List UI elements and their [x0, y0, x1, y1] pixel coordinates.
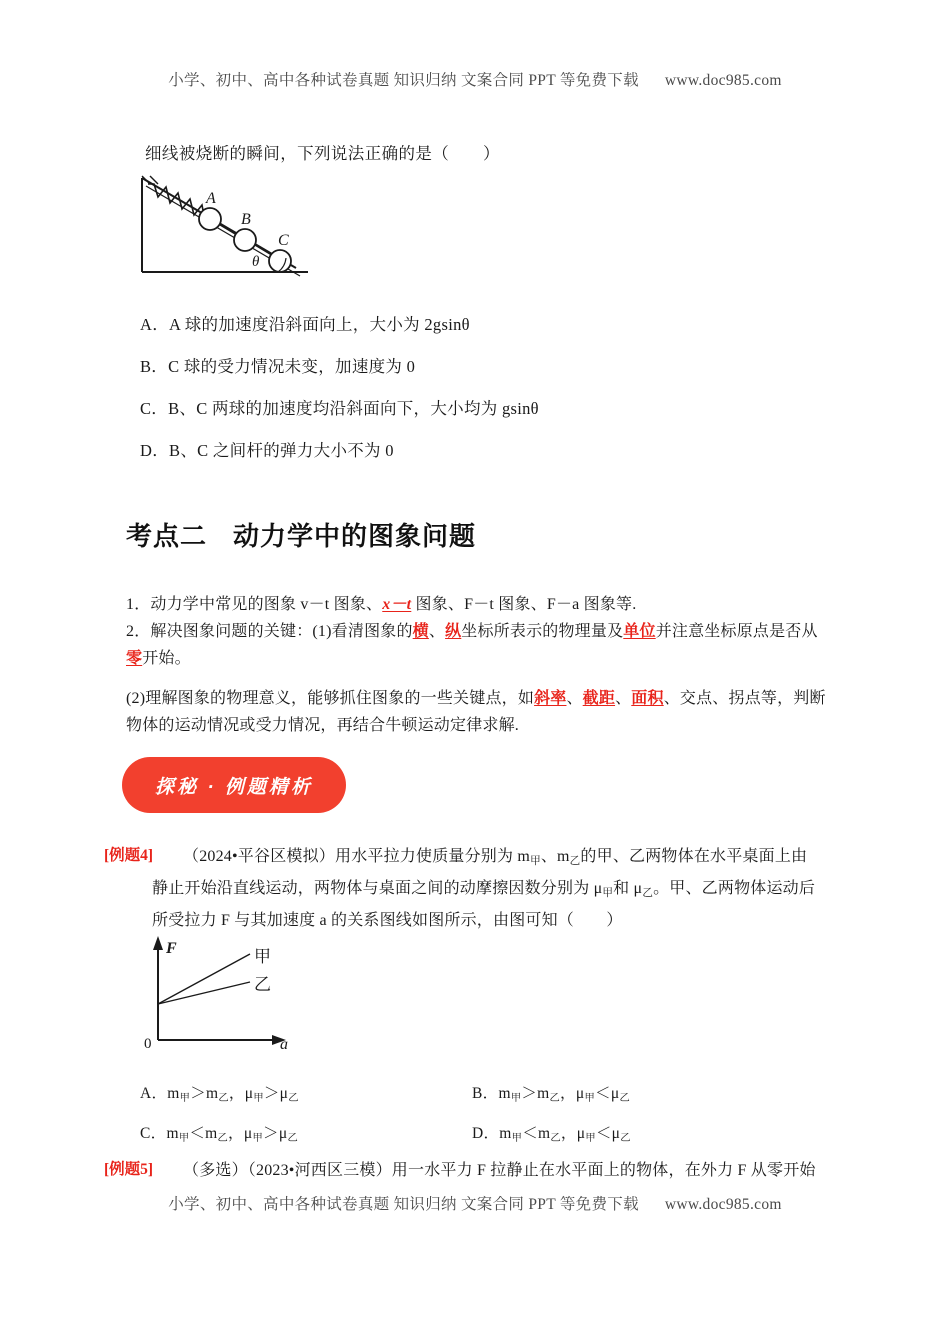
knowledge-line-5-seg1: 物体的运动情况或受力情况，再结合牛顿运动定律求解.	[126, 717, 520, 734]
example4-option-a-m2: m	[206, 1085, 219, 1102]
option-b: B．C 球的受力情况未变，加速度为 0	[140, 357, 416, 376]
example4-sub-jia-2: 甲	[602, 887, 614, 899]
watermark-footer	[0, 1192, 950, 1214]
example4-option-c-mu2: μ	[278, 1125, 288, 1142]
graph-series-jia-label: 甲	[254, 947, 271, 966]
keyword-mianji: 面积	[631, 690, 664, 707]
example4-line-2	[152, 875, 815, 900]
example5-tag: [例题5]	[104, 1161, 154, 1178]
watermark-footer-text: 小学、初中、高中各种试卷真题 知识归纳 文案合同 PPT 等免费下载	[168, 1196, 639, 1213]
example4-option-c-m1: m	[166, 1125, 179, 1142]
example4-option-b-m-rel: ＞	[521, 1085, 538, 1102]
knowledge-line-2-seg4: 并注意坐标原点是否从	[655, 623, 818, 640]
graph-y-axis-label: F	[166, 940, 177, 957]
example4-option-b-mu1: μ	[575, 1085, 585, 1102]
force-acceleration-graph	[128, 932, 338, 1057]
example4-option-c: C．$m_甲<m_乙$，$\mu_甲>\mu_乙$	[140, 1125, 298, 1144]
example4-tag: [例题4]	[104, 847, 154, 864]
example4-option-c-mu-rel: ＞	[263, 1125, 279, 1142]
knowledge-line-2-seg1: 解决图象问题的关键：(1)看清图象的	[150, 623, 413, 640]
ball-c-label: C	[278, 232, 289, 249]
example4-option-d-m1: m	[499, 1125, 512, 1142]
example4-option-b-m2-sub: 乙	[549, 1092, 561, 1104]
example4-option-b-mu2-sub: 乙	[619, 1092, 630, 1104]
example4-option-b-m1: m	[498, 1085, 511, 1102]
knowledge-line-2-marker: 2．	[126, 623, 151, 640]
graph-origin-label: 0	[144, 1036, 152, 1052]
option-c: C．B、C 两球的加速度均沿斜面向下，大小均为 gsinθ	[140, 399, 539, 418]
example5-line-1: （多选）（2023•河西区三模）用一水平力 F 拉静止在水平面上的物体，在外力 F 从零开始	[183, 1162, 816, 1179]
ball-b	[234, 229, 256, 251]
keyword-danwei: 单位	[623, 623, 656, 640]
angle-theta-label: θ	[252, 254, 260, 270]
ball-a	[199, 208, 221, 230]
example4-option-d-mu1: μ	[576, 1125, 586, 1142]
series-yi-line	[158, 982, 250, 1004]
example4-option-c-m1-sub: 甲	[178, 1132, 190, 1144]
example4-option-a-m1: m	[167, 1085, 180, 1102]
example4-option-b-m1-sub: 甲	[510, 1092, 522, 1104]
example4-option-d-mu1-sub: 甲	[585, 1132, 596, 1144]
example4-line-2-c: 。甲、乙两物体运动后	[653, 880, 816, 897]
example4-option-d-mu2: μ	[611, 1125, 621, 1142]
example4-option-c-mu2-sub: 乙	[287, 1132, 298, 1144]
example4-option-b-m2: m	[537, 1085, 550, 1102]
knowledge-line-3	[126, 646, 191, 672]
example4-option-c-m2-sub: 乙	[217, 1132, 229, 1144]
example4-option-a-m-rel: ＞	[190, 1085, 206, 1102]
example4-sub-yi-1: 乙	[569, 855, 581, 867]
example4-sub-jia-1: 甲	[530, 855, 541, 867]
example-banner	[122, 757, 346, 813]
example4-option-b-mu1-sub: 甲	[584, 1092, 596, 1104]
keyword-xielv: 斜率	[534, 690, 567, 707]
knowledge-line-4-seg3: 、	[615, 690, 632, 707]
option-d: D．B、C 之间杆的弹力大小不为 0	[140, 441, 394, 460]
keyword-heng: 横	[412, 623, 429, 640]
incline-plane-figure	[128, 172, 338, 297]
knowledge-line-4-seg1: (2)理解图象的物理意义，能够抓住图象的一些关键点，如	[126, 690, 535, 707]
example4-option-a-mu2-sub: 乙	[288, 1092, 299, 1104]
ball-b-label: B	[241, 211, 251, 228]
example4-option-a-mu2: μ	[279, 1085, 289, 1102]
example4-option-a-m1-sub: 甲	[179, 1092, 191, 1104]
keyword-ling: 零	[126, 650, 143, 667]
example4-option-a-mu-rel: ＞	[263, 1085, 280, 1102]
section-number: 考点二	[126, 521, 208, 551]
example4-option-c-mu1-sub: 甲	[252, 1132, 264, 1144]
example4-line-1-c: 的甲、乙两物体在水平桌面上由	[580, 848, 808, 865]
example4-line-2-b: 和 μ	[613, 880, 643, 897]
example4-option-a-mu1: μ	[244, 1085, 254, 1102]
example4-line-1-b: 、m	[540, 848, 570, 865]
watermark-header-site: www.doc985.com	[664, 72, 782, 89]
graph-x-axis-label: a	[280, 1036, 288, 1053]
example4-option-a-letter: A．	[140, 1085, 168, 1102]
example4-option-c-m-rel: ＜	[189, 1125, 206, 1142]
example4-option-c-letter: C．	[140, 1125, 167, 1142]
ball-c	[269, 250, 291, 272]
example4-sub-yi-2: 乙	[642, 887, 654, 899]
example4-line-1	[183, 843, 807, 868]
knowledge-line-1-seg2: 图象、F－t 图象、F－a 图象等.	[411, 596, 637, 613]
series-jia-line	[158, 954, 250, 1004]
example-banner-label: 探秘 · 例题精析	[155, 776, 313, 798]
question-stem: 细线被烧断的瞬间，下列说法正确的是（ ）	[145, 144, 500, 163]
incline-plane-svg	[128, 172, 338, 292]
example4-option-d-m-rel: ＜	[522, 1125, 538, 1142]
example4-option-d: D．$m_甲<m_乙$，$\mu_甲<\mu_乙$	[472, 1125, 631, 1144]
graph-series-yi-label: 乙	[254, 975, 271, 994]
watermark-footer-site: www.doc985.com	[664, 1196, 782, 1213]
example4-option-d-mu2-sub: 乙	[620, 1132, 631, 1144]
example4-option-a-m2-sub: 乙	[218, 1092, 229, 1104]
watermark-header-text: 小学、初中、高中各种试卷真题 知识归纳 文案合同 PPT 等免费下载	[168, 72, 639, 89]
ball-a-label: A	[206, 190, 216, 207]
knowledge-line-4-seg2: 、	[566, 690, 583, 707]
section-heading	[126, 516, 476, 553]
knowledge-line-1	[126, 592, 636, 618]
section-title: 动力学中的图象问题	[233, 521, 477, 551]
knowledge-line-2-seg2: 、	[428, 623, 446, 640]
example4-line-3: 所受拉力 F 与其加速度 a 的关系图线如图所示，由图可知（ ）	[152, 912, 623, 929]
watermark-header	[0, 68, 950, 90]
example4-option-b-letter: B．	[472, 1085, 499, 1102]
knowledge-line-3-seg1: 开始。	[142, 650, 191, 667]
example4-option-b-mu2: μ	[610, 1085, 620, 1102]
keyword-jieju: 截距	[582, 690, 616, 707]
knowledge-line-1-marker: 1．	[126, 596, 151, 613]
knowledge-line-2	[126, 619, 818, 645]
example4-option-c-mu1: μ	[243, 1125, 253, 1142]
knowledge-line-2-seg3: 坐标所表示的物理量及	[461, 623, 624, 640]
example4-option-d-mu-rel: ＜	[595, 1125, 612, 1142]
keyword-x-t: x－t	[382, 596, 412, 613]
example4-option-c-m2: m	[205, 1125, 218, 1142]
keyword-zong: 纵	[445, 623, 462, 640]
example4-option-a-mu1-sub: 甲	[253, 1092, 264, 1104]
example4-option-d-m2: m	[538, 1125, 551, 1142]
example4-option-d-letter: D．	[472, 1125, 500, 1142]
example4-option-d-m2-sub: 乙	[550, 1132, 561, 1144]
example4-option-a: A．$m_甲>m_乙$，$\mu_甲>\mu_乙$	[140, 1085, 299, 1104]
knowledge-line-4	[126, 686, 826, 712]
example4-option-d-m1-sub: 甲	[511, 1132, 523, 1144]
knowledge-line-4-seg4: 、交点、拐点等，判断	[663, 690, 826, 707]
example4-option-b: B．$m_甲>m_乙$，$\mu_甲<\mu_乙$	[472, 1085, 630, 1104]
knowledge-line-1-seg1: 动力学中常见的图象 v－t 图象、	[150, 596, 383, 613]
force-acceleration-svg	[128, 932, 338, 1052]
example4-line-1-a: （2024•平谷区模拟）用水平拉力使质量分别为 m	[183, 848, 531, 865]
option-a: A．A 球的加速度沿斜面向上，大小为 2gsinθ	[140, 315, 470, 334]
example4-option-b-mu-rel: ＜	[595, 1085, 611, 1102]
knowledge-line-5	[126, 713, 519, 739]
example4-line-2-a: 静止开始沿直线运动，两物体与桌面之间的动摩擦因数分别为 μ	[152, 880, 603, 897]
